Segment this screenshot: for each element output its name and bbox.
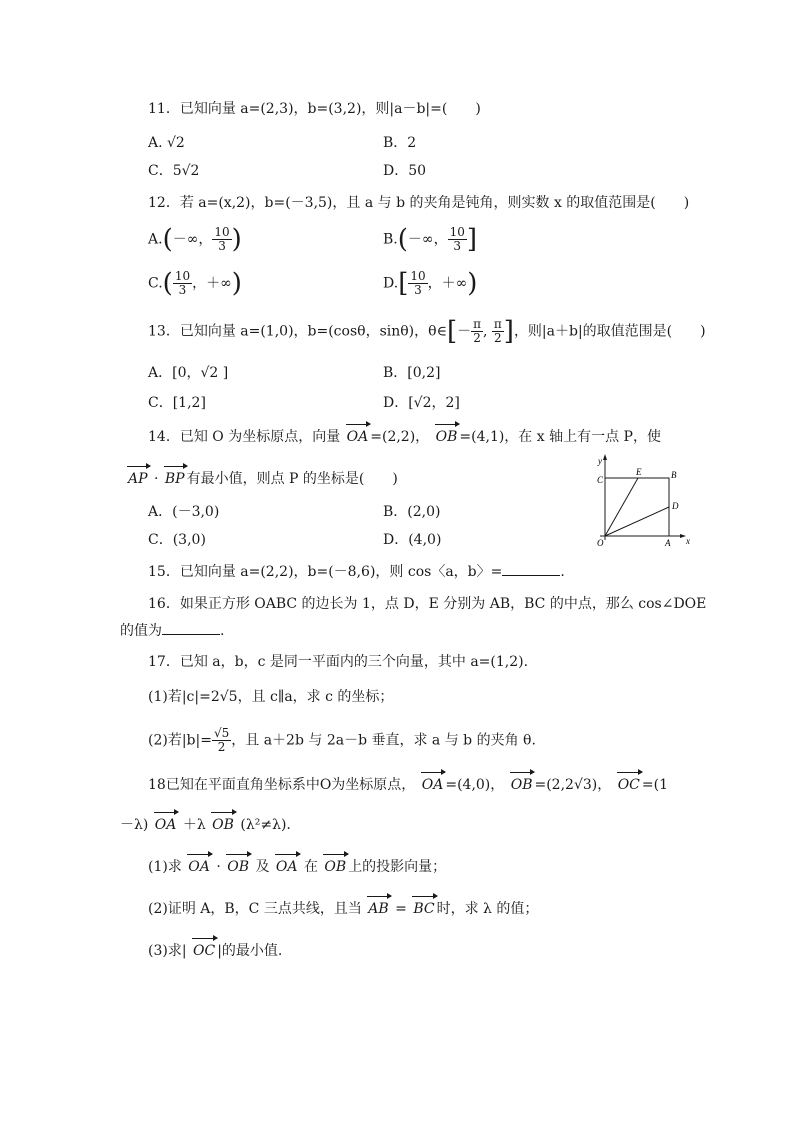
dot-operator: · bbox=[153, 471, 159, 487]
q11-option-d: D．50 bbox=[383, 163, 427, 179]
denominator: 2 bbox=[217, 740, 226, 754]
numerator: π bbox=[473, 317, 481, 331]
q17-part1: (1)若|c|=2√5，且 c∥a，求 c 的坐标； bbox=[148, 689, 394, 705]
vector-bp: BP bbox=[164, 471, 185, 487]
q18-text: (2)证明 A，B，C 三点共线，且当 bbox=[148, 901, 362, 917]
q18-text: =(4,0)， bbox=[445, 777, 505, 793]
q18-text: 在 bbox=[303, 859, 318, 875]
vector-oc: OC bbox=[617, 777, 640, 793]
numerator: 10 bbox=[174, 269, 191, 283]
right-paren-icon: ) bbox=[467, 268, 478, 299]
minus-sign: － bbox=[457, 323, 472, 340]
q12-stem: 12．若 a=(x,2)，b=(－3,5)，且 a 与 b 的夹角是钝角，则实数 x 的取值范围是( ) bbox=[148, 195, 690, 211]
point-label-d: D bbox=[672, 501, 679, 511]
q16-text: 的值为 bbox=[120, 623, 162, 639]
right-bracket-icon: ] bbox=[466, 224, 478, 255]
point-label-b: B bbox=[671, 470, 677, 480]
q18-text: 18已知在平面直角坐标系中O为坐标原点， bbox=[148, 777, 416, 793]
q13-option-b: B．[0,2] bbox=[383, 365, 441, 381]
vector-ob: OB bbox=[324, 859, 347, 875]
q18-text: |的最小值. bbox=[217, 943, 283, 959]
fraction bbox=[471, 318, 483, 345]
period: . bbox=[220, 623, 225, 639]
right-paren-icon: ) bbox=[231, 224, 242, 255]
q12-option-a bbox=[148, 226, 242, 253]
answer-blank[interactable] bbox=[502, 561, 560, 576]
numerator: √5 bbox=[213, 726, 230, 740]
equals-sign: = bbox=[395, 901, 407, 917]
q14-text: 14．已知 O 为坐标原点，向量 bbox=[148, 429, 341, 445]
q17-text: (2)若|b|= bbox=[148, 732, 212, 749]
vector-oa: OA bbox=[154, 817, 177, 833]
answer-blank[interactable] bbox=[162, 620, 220, 635]
q14-text: 有最小值，则点 P 的坐标是( ) bbox=[186, 471, 398, 487]
q18-line2 bbox=[120, 815, 291, 835]
q14-option-a: A．(－3,0) bbox=[148, 504, 220, 520]
left-paren-icon: ( bbox=[162, 268, 173, 299]
q13-text-before: 13．已知向量 a=(1,0)，b=(cosθ，sinθ)，θ∈ bbox=[148, 323, 447, 340]
q18-line1 bbox=[148, 775, 668, 795]
right-bracket-icon: ] bbox=[503, 316, 514, 347]
vector-ob: OB bbox=[435, 429, 458, 445]
q18-text: (λ²≠λ). bbox=[240, 817, 291, 833]
q14-option-c: C．(3,0) bbox=[148, 532, 206, 548]
q11-stem: 11．已知向量 a=(2,3)，b=(3,2)，则|a－b|=( ) bbox=[148, 101, 481, 117]
vector-oa: OA bbox=[346, 429, 369, 445]
fraction bbox=[408, 270, 427, 297]
left-paren-icon: ( bbox=[397, 224, 408, 255]
left-paren-icon: ( bbox=[162, 224, 173, 255]
q13-text-after: ，则|a＋b|的取值范围是( ) bbox=[513, 323, 706, 340]
vector-ob: OB bbox=[510, 777, 533, 793]
q18-text: (3)求| bbox=[148, 943, 187, 959]
fraction bbox=[212, 226, 231, 253]
q12-option-c bbox=[148, 270, 242, 297]
denominator: 3 bbox=[218, 239, 226, 253]
point-label-a: A bbox=[665, 538, 671, 548]
q18-text: －λ) bbox=[120, 817, 149, 833]
numerator: 10 bbox=[410, 269, 426, 283]
square-figure bbox=[588, 452, 698, 552]
vector-ob: OB bbox=[227, 859, 250, 875]
option-letter: D. bbox=[383, 275, 399, 292]
fraction bbox=[212, 727, 231, 754]
q13-stem: 13．已知向量 a=(1,0)，b=(cosθ，sinθ)，θ∈[－ $\frac{\pi}{2}$ , $\frac{\pi}{2}$ ]，则|a＋b|的取值范围是( ) bbox=[148, 316, 706, 347]
q12-option-b bbox=[383, 226, 477, 253]
q18-text: =(2,2√3)， bbox=[534, 777, 612, 793]
q13-option-c: C．[1,2] bbox=[148, 395, 206, 411]
vector-oa: OA bbox=[275, 859, 298, 875]
q14-line2 bbox=[126, 469, 398, 489]
denominator: 3 bbox=[453, 239, 462, 253]
q11-option-c: C．5√2 bbox=[148, 163, 200, 179]
option-text: －∞， bbox=[172, 231, 213, 248]
vector-ab: AB bbox=[368, 901, 389, 917]
q17-stem: 17．已知 a，b，c 是同一平面内的三个向量，其中 a=(1,2). bbox=[148, 654, 529, 670]
q17-text: ，且 a＋2b 与 2a－b 垂直，求 a 与 b 的夹角 θ. bbox=[231, 732, 536, 749]
axis-label-y: y bbox=[598, 456, 602, 466]
q16-line1: 16．如果正方形 OABC 的边长为 1，点 D，E 分别为 AB，BC 的中点，那么 cos∠DOE bbox=[148, 596, 707, 612]
q11-option-a: A. √2 bbox=[148, 135, 185, 151]
q12-option-d bbox=[383, 270, 477, 297]
q18-text: 时，求 λ 的值； bbox=[436, 901, 539, 917]
denominator: 2 bbox=[494, 331, 502, 345]
q15-text: 15．已知向量 a=(2,2)，b=(－8,6)，则 cos〈a，b〉= bbox=[148, 564, 503, 580]
fraction bbox=[492, 318, 504, 345]
vector-bc: BC bbox=[413, 901, 435, 917]
numerator: π bbox=[493, 317, 502, 331]
option-letter: A. bbox=[148, 231, 163, 248]
vector-oa: OA bbox=[421, 777, 444, 793]
q18-text: 及 bbox=[255, 859, 270, 875]
q18-text: ＋λ bbox=[182, 817, 206, 833]
denominator: 2 bbox=[473, 331, 481, 345]
vector-oc: OC bbox=[193, 943, 216, 959]
point-label-o: O bbox=[597, 538, 604, 548]
numerator: 10 bbox=[449, 225, 465, 239]
q18-text: 上的投影向量； bbox=[348, 859, 447, 875]
q13-option-d: D．[√2，2] bbox=[383, 395, 460, 411]
vector-oa: OA bbox=[188, 859, 210, 875]
point-label-e: E bbox=[636, 467, 642, 477]
denominator: 3 bbox=[414, 283, 422, 297]
fraction bbox=[173, 270, 192, 297]
q18-part1 bbox=[148, 857, 446, 877]
q14-option-d: D．(4,0) bbox=[383, 532, 442, 548]
option-text: ，＋∞ bbox=[427, 275, 468, 292]
q15-stem bbox=[148, 561, 565, 582]
numerator: 10 bbox=[214, 225, 230, 239]
q17-part2 bbox=[148, 727, 536, 754]
q14-line1 bbox=[148, 427, 661, 447]
point-label-c: C bbox=[597, 475, 604, 485]
q14-text: =(2,2)， bbox=[370, 429, 430, 445]
option-letter: B. bbox=[383, 231, 398, 248]
q18-part2 bbox=[148, 899, 538, 919]
vector-ob: OB bbox=[212, 817, 234, 833]
q18-text: (1)求 bbox=[148, 859, 182, 875]
q14-text: =(4,1)，在 x 轴上有一点 P，使 bbox=[459, 429, 661, 445]
vector-ap: AP bbox=[128, 471, 148, 487]
left-bracket-icon: [ bbox=[446, 316, 458, 347]
axis-label-x: x bbox=[686, 536, 690, 546]
dot-operator: · bbox=[216, 859, 221, 875]
option-letter: C. bbox=[148, 275, 163, 292]
denominator: 3 bbox=[178, 283, 187, 297]
period: . bbox=[560, 564, 565, 580]
q13-option-a: A．[0，√2 ] bbox=[148, 365, 229, 381]
q11-option-b: B．2 bbox=[383, 135, 417, 151]
left-bracket-icon: [ bbox=[398, 268, 409, 299]
right-paren-icon: ) bbox=[231, 268, 242, 299]
option-text: －∞， bbox=[407, 231, 448, 248]
option-text: ，＋∞ bbox=[192, 275, 232, 292]
q16-line2 bbox=[120, 620, 224, 641]
q14-option-b: B．(2,0) bbox=[383, 504, 441, 520]
fraction bbox=[448, 226, 467, 253]
q18-text: =(1 bbox=[641, 777, 668, 793]
q18-part3 bbox=[148, 941, 282, 961]
